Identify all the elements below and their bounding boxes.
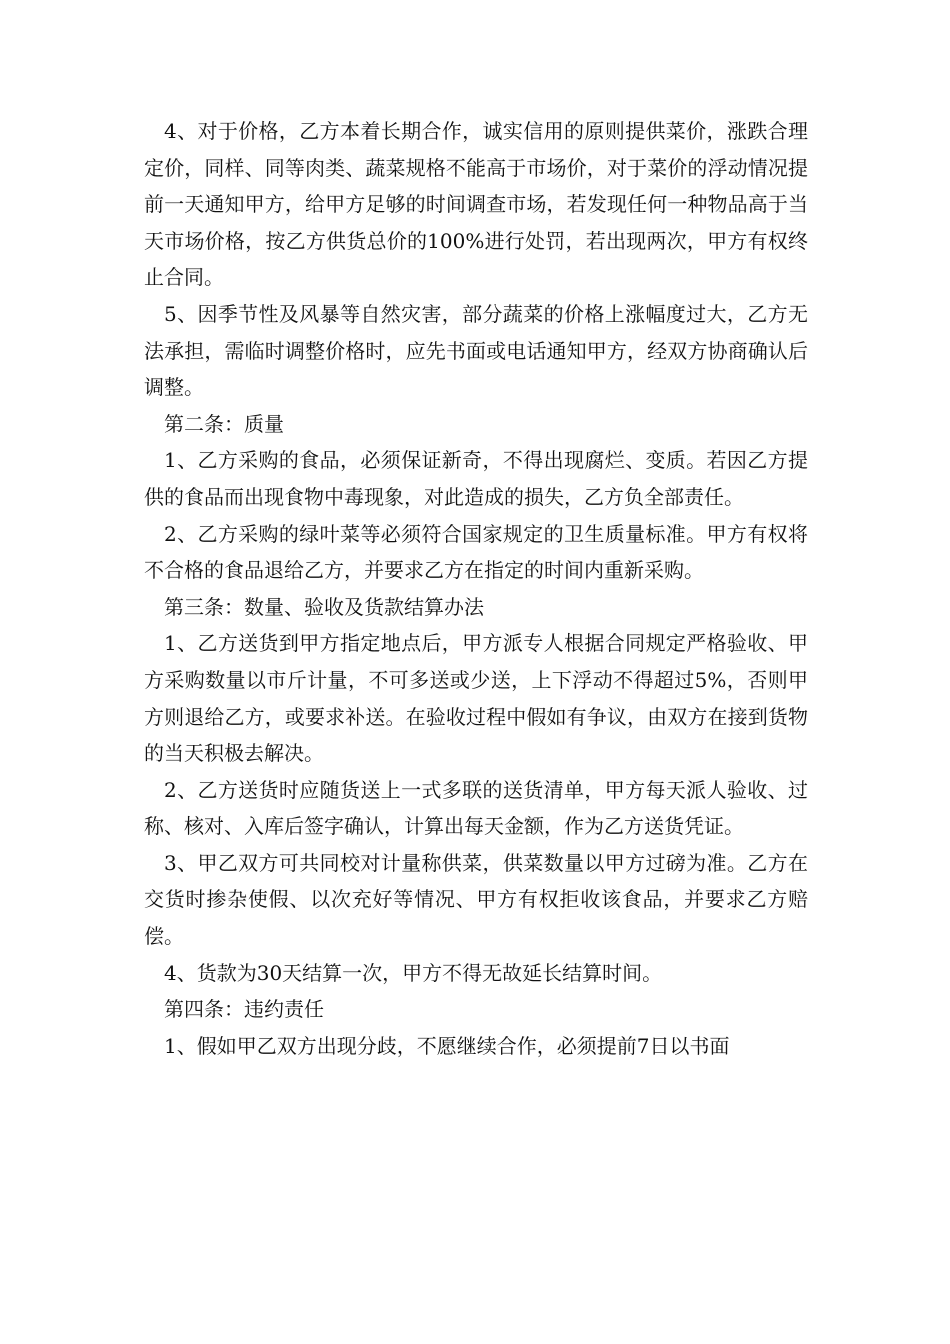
article-2-heading: 第二条：质量 [164, 411, 284, 436]
clause-quality-standard: 2、乙方采购的绿叶菜等必须符合国家规定的卫生质量标准。甲方有权将不合格的食品退给乙方，并要求乙方在指定的时间内重新采购。 [144, 521, 808, 583]
clause-price-adjustment: 5、因季节性及风暴等自然灾害，部分蔬菜的价格上涨幅度过大，乙方无法承担，需临时调整价格时，应先书面或电话通知甲方，经双方协商确认后调整。 [144, 301, 808, 400]
clause-termination: 1、假如甲乙双方出现分歧，不愿继续合作，必须提前7日以书面 [164, 1033, 730, 1058]
clause-price: 4、对于价格，乙方本着长期合作，诚实信用的原则提供菜价，涨跌合理定价，同样、同等肉类、蔬菜规格不能高于市场价，对于菜价的浮动情况提前一天通知甲方，给甲方足够的时间调查市场，若发现任何一种物品高于当天市场价格，按乙方供货总价的100%进行处罚，若出现两次，甲方有权终止合同。 [144, 119, 808, 290]
document-page [144, 113, 808, 1064]
clause-delivery-list: 2、乙方送货时应随货送上一式多联的送货清单，甲方每天派人验收、过称、核对、入库后签字确认，计算出每天金额，作为乙方送货凭证。 [144, 777, 808, 839]
clause-acceptance: 1、乙方送货到甲方指定地点后，甲方派专人根据合同规定严格验收、甲方采购数量以市斤计量，不可多送或少送，上下浮动不得超过5%，否则甲方则退给乙方，或要求补送。在验收过程中假如有争议，由双方在接到货物的当天积极去解决。 [144, 631, 808, 766]
article-4-heading: 第四条：违约责任 [164, 997, 324, 1022]
clause-weighing: 3、甲乙双方可共同校对计量称供菜，供菜数量以甲方过磅为准。乙方在交货时掺杂使假、以次充好等情况、甲方有权拒收该食品，并要求乙方赔偿。 [144, 850, 808, 949]
clause-payment: 4、货款为30天结算一次，甲方不得无故延长结算时间。 [164, 960, 663, 985]
article-3-heading: 第三条：数量、验收及货款结算办法 [164, 594, 484, 619]
clause-quality-freshness: 1、乙方采购的食品，必须保证新奇，不得出现腐烂、变质。若因乙方提供的食品而出现食物中毒现象，对此造成的损失，乙方负全部责任。 [144, 448, 808, 509]
